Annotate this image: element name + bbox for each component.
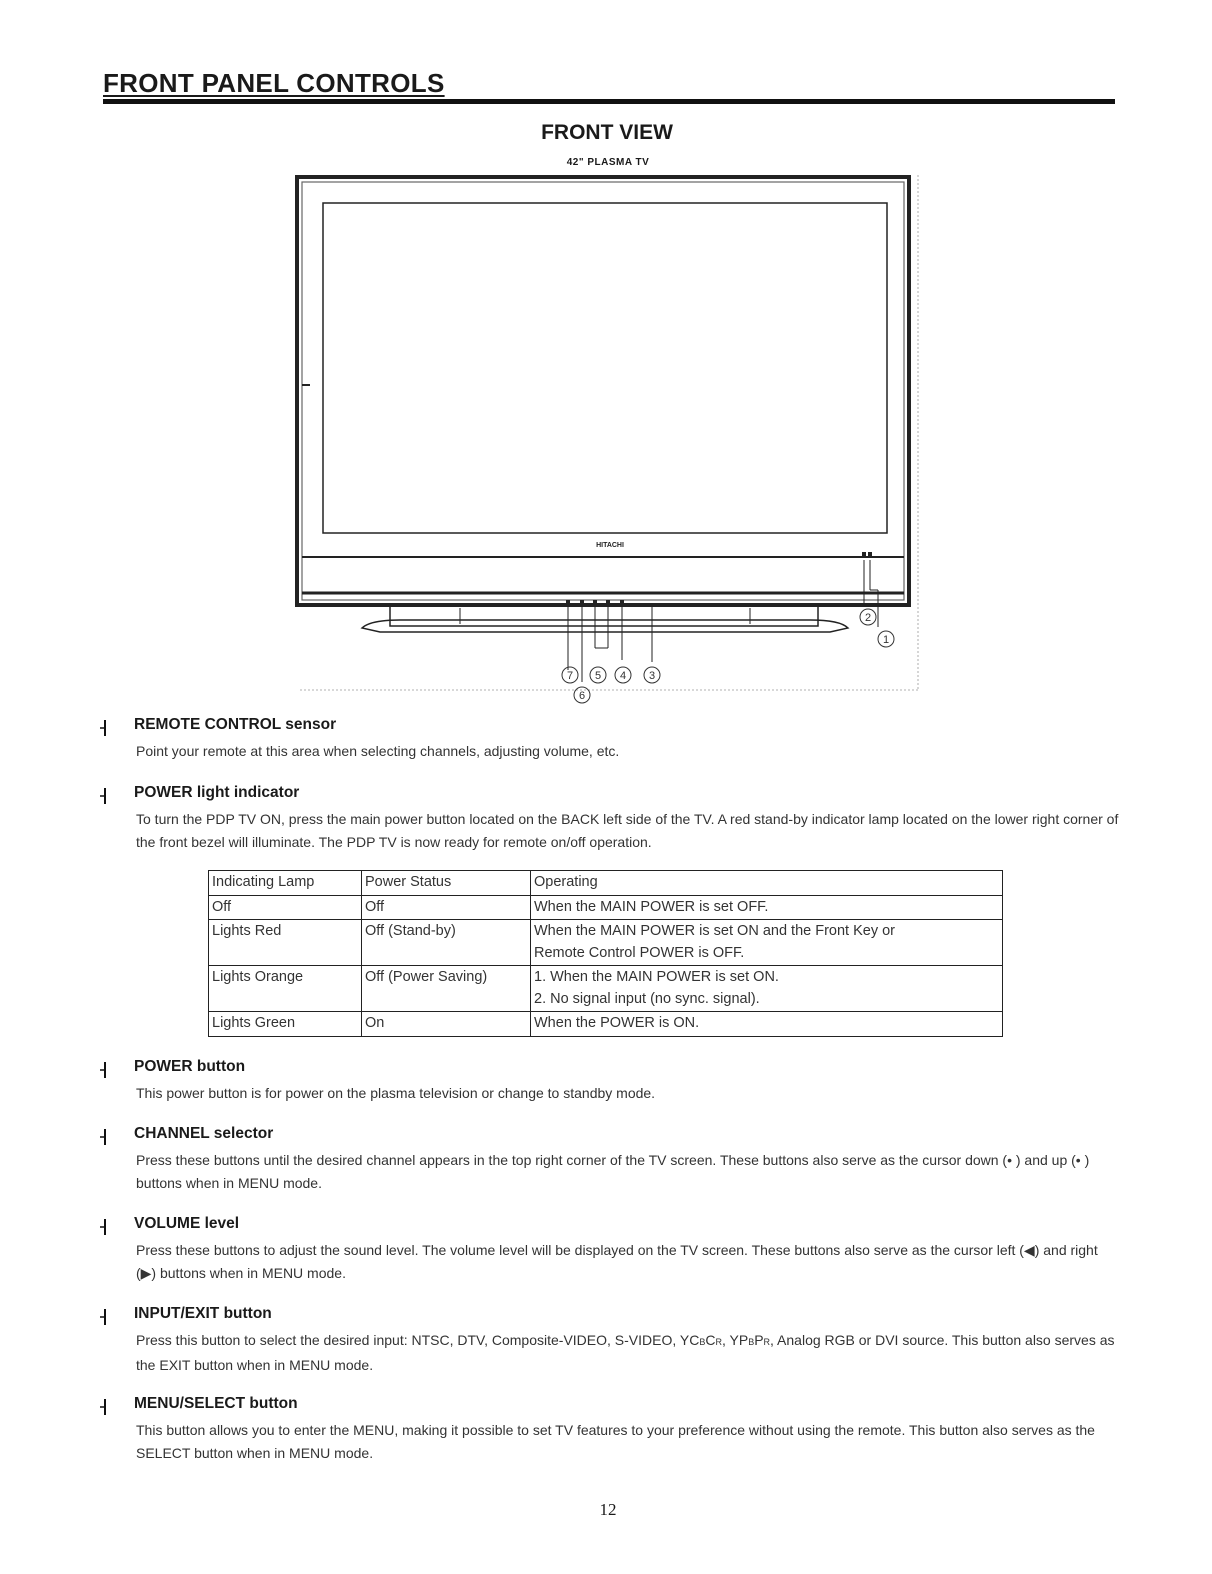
section-body: Press these buttons to adjust the sound level. The volume level will be displayed on the TV screen. These buttons also serve as the cursor left (◀) and right (▶) buttons when in MENU mode. <box>136 1242 1098 1281</box>
bullet-marker-icon <box>99 1308 109 1326</box>
table-cell: Off <box>209 895 362 920</box>
view-title: FRONT VIEW <box>541 121 673 144</box>
section-body: Press these buttons until the desired channel appears in the top right corner of the TV screen. These buttons also serve as the cursor down (• ) and up (• ) buttons when in MENU mode. <box>136 1152 1090 1191</box>
table-cell: When the MAIN POWER is set ON and the Front Key or Remote Control POWER is OFF. <box>531 920 1003 966</box>
section-heading: POWER light indicator <box>134 784 300 801</box>
bullet-marker-icon <box>99 1128 109 1146</box>
page-title: FRONT PANEL CONTROLS <box>103 68 445 98</box>
bullet-marker-icon <box>99 1398 109 1416</box>
section-heading: INPUT/EXIT button <box>134 1305 272 1322</box>
bullet-marker-icon <box>99 1061 109 1079</box>
tv-bezel <box>297 177 909 605</box>
table-header-cell: Power Status <box>362 871 531 896</box>
bullet-marker-icon <box>99 787 109 805</box>
section-body: To turn the PDP TV ON, press the main power button located on the BACK left side of the TV. A red stand-by indicator lamp located on the lower right corner of the front bezel will illuminate. The PDP TV is now ready for remote on/off operation. <box>136 811 1119 850</box>
section-body: This power button is for power on the plasma television or change to standby mode. <box>136 1085 656 1101</box>
table-header-cell: Indicating Lamp <box>209 871 362 896</box>
table-cell: Lights Red <box>209 920 362 966</box>
svg-text:6: 6 <box>578 690 586 702</box>
table-cell: Lights Orange <box>209 966 362 1012</box>
table-cell: On <box>362 1012 531 1037</box>
table-row <box>209 895 1003 920</box>
svg-text:2: 2 <box>864 612 872 624</box>
section-heading: POWER button <box>134 1058 246 1075</box>
page-number: 12 <box>599 1500 617 1519</box>
table-cell: Off (Power Saving) <box>362 966 531 1012</box>
tv-stand <box>390 606 818 626</box>
section-heading: VOLUME level <box>134 1215 240 1232</box>
section-heading: CHANNEL selector <box>134 1125 274 1142</box>
title-rule <box>103 99 1115 104</box>
table-cell: When the MAIN POWER is set OFF. <box>531 895 1003 920</box>
indicator-lamp-table <box>208 870 1003 1037</box>
table-header-row <box>209 871 1003 896</box>
bullet-marker-icon <box>99 719 109 737</box>
view-subtitle: 42" PLASMA TV <box>566 157 650 168</box>
table-cell: 1. When the MAIN POWER is set ON. 2. No signal input (no sync. signal). <box>531 966 1003 1012</box>
tv-brand-logo: HITACHI <box>596 542 624 549</box>
svg-text:7: 7 <box>566 670 574 682</box>
svg-text:3: 3 <box>648 670 656 682</box>
section-body: Press this button to select the desired input: NTSC, DTV, Composite-VIDEO, S-VIDEO, YCBCR, YPBPR, Analog RGB or DVI source. This button also serves as the EXIT button when in MENU mode. <box>136 1332 1115 1373</box>
table-cell: Off (Stand-by) <box>362 920 531 966</box>
section-heading: REMOTE CONTROL sensor <box>134 716 337 733</box>
table-row <box>209 966 1003 1012</box>
table-header-cell: Operating <box>531 871 1003 896</box>
bullet-marker-icon <box>99 1218 109 1236</box>
section-body: Point your remote at this area when selecting channels, adjusting volume, etc. <box>136 743 620 759</box>
table-row <box>209 1012 1003 1037</box>
tv-screen <box>323 203 887 533</box>
table-row <box>209 920 1003 966</box>
table-cell: Off <box>362 895 531 920</box>
svg-text:5: 5 <box>594 670 602 682</box>
section-body: This button allows you to enter the MENU, making it possible to set TV features to your preference without using the remote. This button also serves as the SELECT button when in MENU mode. <box>136 1422 1095 1461</box>
svg-text:4: 4 <box>619 670 627 682</box>
table-cell: Lights Green <box>209 1012 362 1037</box>
tv-front-diagram <box>290 170 920 720</box>
table-cell: When the POWER is ON. <box>531 1012 1003 1037</box>
section-heading: MENU/SELECT button <box>134 1395 298 1412</box>
svg-text:1: 1 <box>882 634 890 646</box>
